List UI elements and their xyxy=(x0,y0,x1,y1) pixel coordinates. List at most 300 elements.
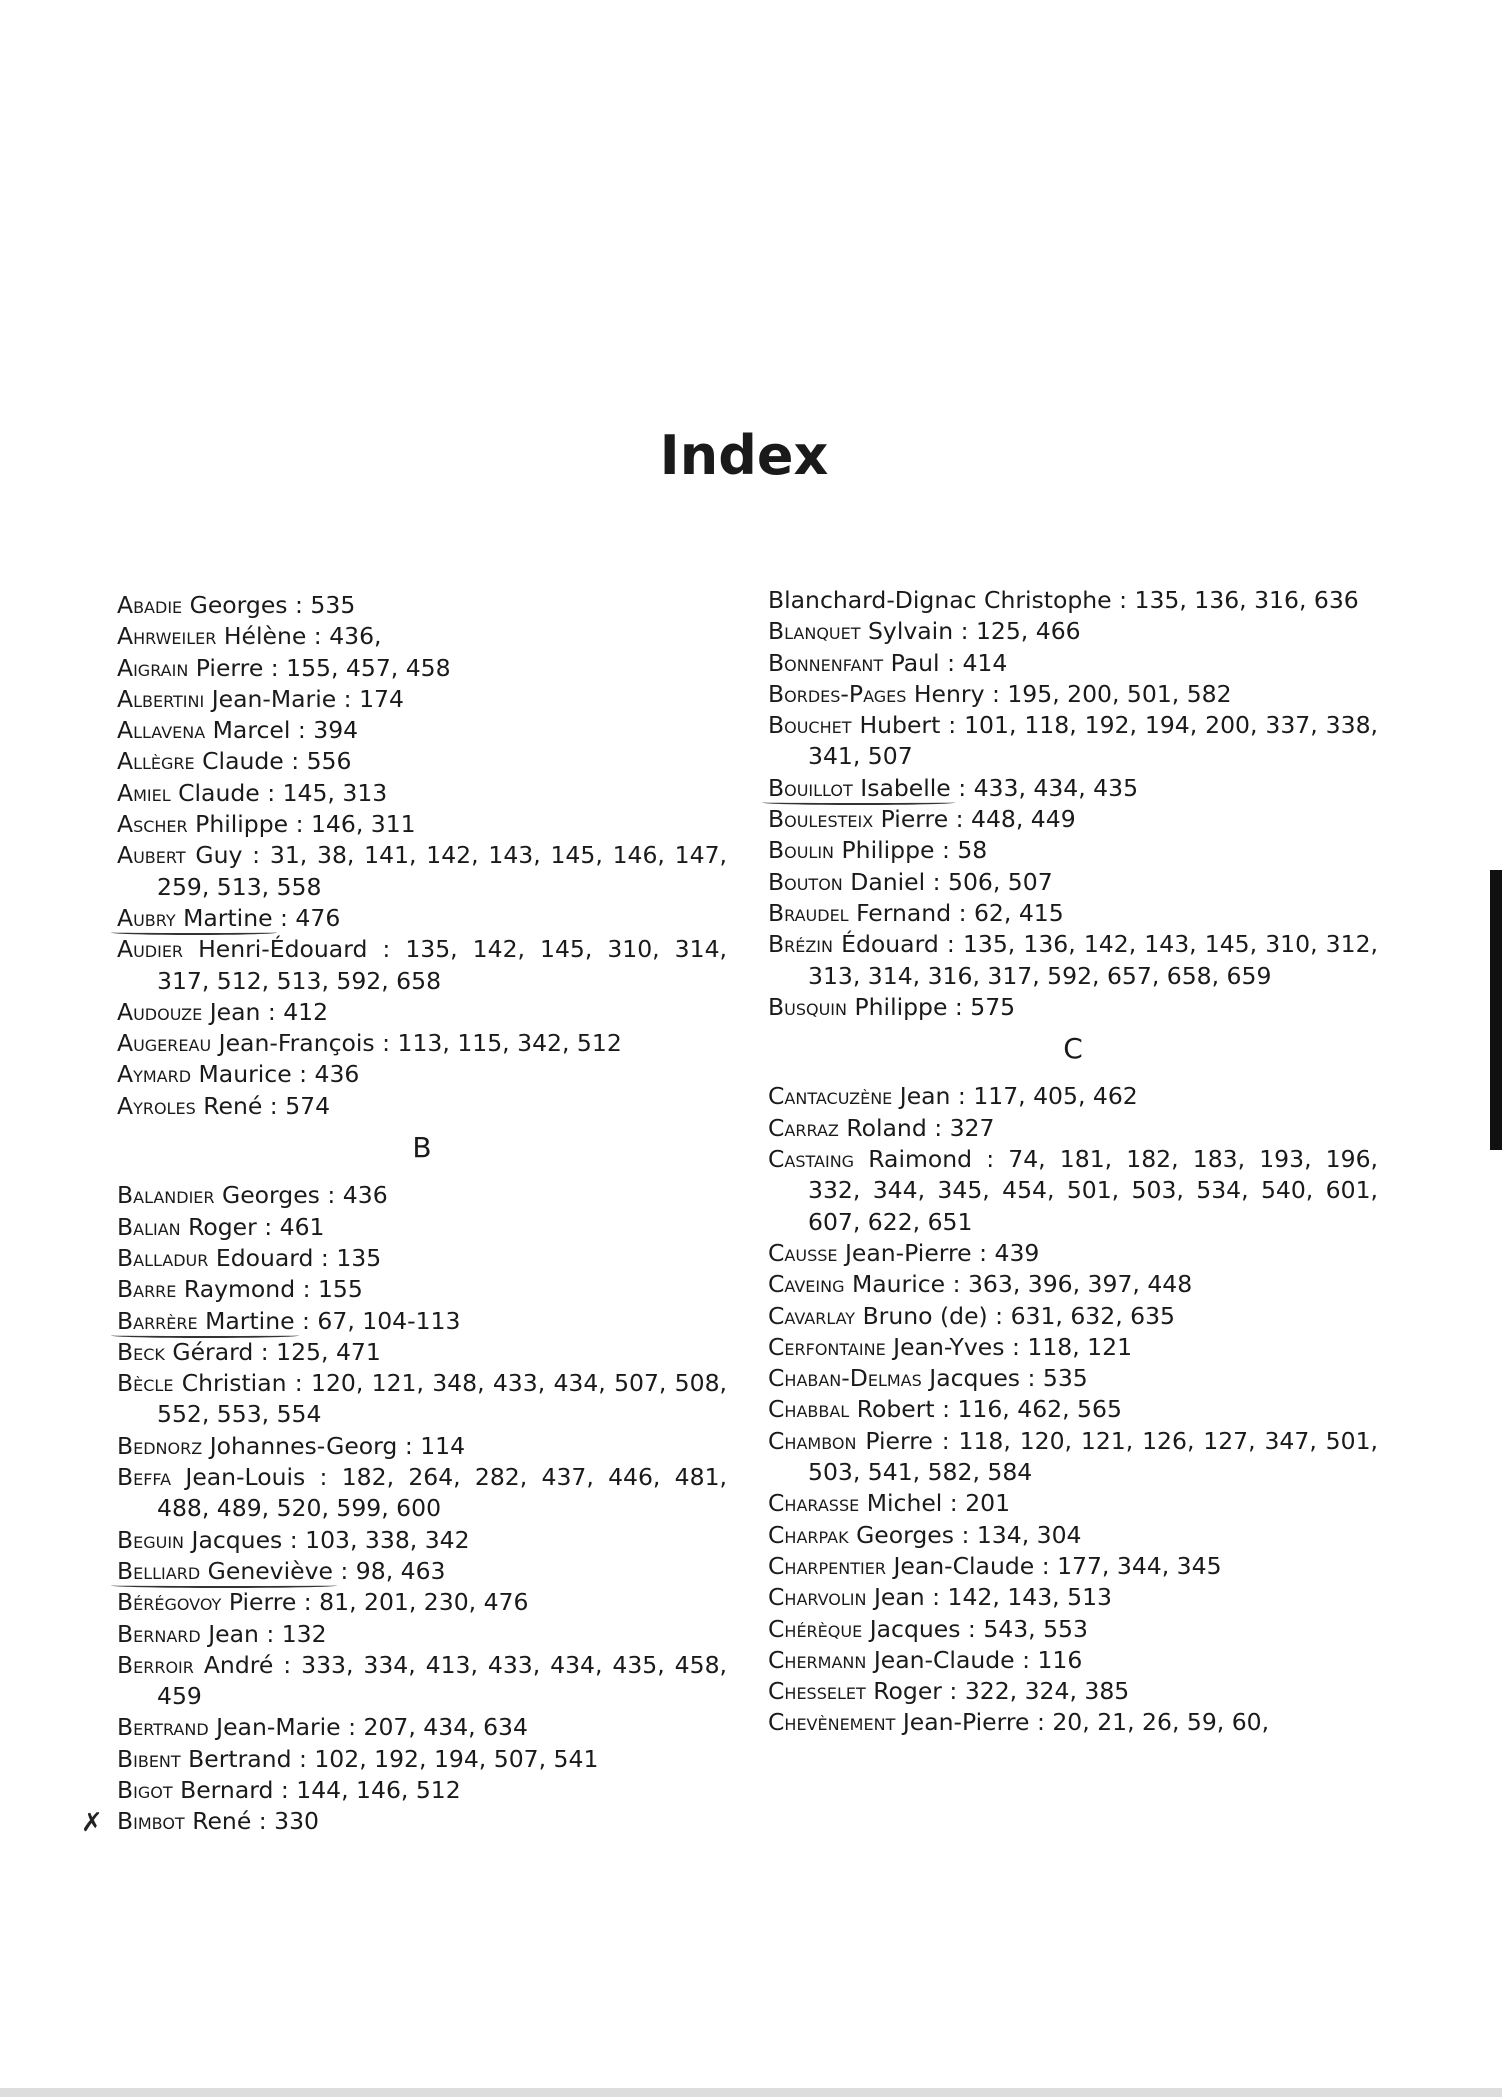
index-entry: Charvolin Jean : 142, 143, 513 xyxy=(768,1583,1112,1612)
entry-given-name: René xyxy=(203,1091,263,1120)
entry-given-name: Gérard xyxy=(172,1337,254,1366)
entry-given-name: Hélène xyxy=(223,622,307,651)
entry-pages: 363, 396, 397, 448 xyxy=(967,1270,1193,1299)
entry-surname: Blanquet xyxy=(768,617,861,646)
entry-given-name: Maurice xyxy=(851,1270,946,1299)
entry-given-name: Martine xyxy=(205,1306,295,1335)
index-entry: Causse Jean-Pierre : 439 xyxy=(768,1238,1040,1267)
entry-name xyxy=(117,841,242,869)
entry-surname: Brézin xyxy=(768,930,833,959)
index-entry: Caveing Maurice : 363, 396, 397, 448 xyxy=(768,1270,1193,1299)
entry-pages: 174 xyxy=(359,684,404,713)
entry-name xyxy=(117,904,273,932)
entry-name xyxy=(768,1333,1005,1361)
entry-name xyxy=(768,930,939,958)
entry-surname: Barrère xyxy=(117,1306,198,1335)
entry-pages: 575 xyxy=(970,992,1016,1021)
entry-given-name: Jean xyxy=(899,1082,951,1111)
entry-surname: Bérégovoy xyxy=(117,1588,222,1617)
index-entry: Charasse Michel : 201 xyxy=(768,1489,1011,1518)
entry-pages: 436, xyxy=(329,622,382,651)
entry-surname: Balandier xyxy=(117,1181,215,1210)
entry-pages: 146, 311 xyxy=(310,810,416,839)
entry-pages: 436 xyxy=(314,1060,360,1089)
entry-surname: Ayroles xyxy=(117,1091,196,1120)
entry-surname: Ascher xyxy=(117,810,188,839)
index-entry: Balandier Georges : 436 xyxy=(117,1181,388,1210)
entry-given-name: Roland xyxy=(846,1113,927,1142)
entry-given-name: Roger xyxy=(188,1212,257,1241)
entry-given-name: Philippe xyxy=(841,836,935,865)
entry-name xyxy=(117,1588,296,1616)
entry-given-name: Pierre xyxy=(865,1426,933,1455)
entry-name xyxy=(117,1745,292,1773)
entry-name xyxy=(768,868,925,896)
entry-given-name: Raymond xyxy=(183,1275,296,1304)
entry-surname: Cerfontaine xyxy=(768,1332,886,1361)
entry-given-name: Pierre xyxy=(880,805,949,834)
entry-name xyxy=(768,836,934,864)
entry-name xyxy=(117,1029,375,1057)
entry-pages: 135, 136, 316, 636 xyxy=(1134,586,1359,614)
index-entry: Cavarlay Bruno (de) : 631, 632, 635 xyxy=(768,1301,1176,1330)
entry-name xyxy=(768,1583,925,1611)
entry-surname: Chabbal xyxy=(768,1395,850,1424)
entry-given-name: Martine xyxy=(183,903,273,932)
entry-pages: 62, 415 xyxy=(973,898,1064,927)
index-entry: Albertini Jean-Marie : 174 xyxy=(117,684,404,713)
entry-name xyxy=(768,649,940,677)
entry-given-name: Jean-Yves xyxy=(893,1332,1005,1361)
entry-given-name: Hubert xyxy=(859,711,941,740)
entry-pages: 207, 434, 634 xyxy=(363,1713,528,1742)
index-entry: Bigot Bernard : 144, 146, 512 xyxy=(117,1775,461,1804)
entry-pages: 81, 201, 230, 476 xyxy=(319,1588,529,1617)
entry-pages: 461 xyxy=(279,1212,325,1241)
entry-surname: Aubert xyxy=(117,841,186,870)
index-entry: Audier Henri-Édouard : 135, 142, 145, 310, 314, 317, 512, 513, 592, 658 xyxy=(117,935,727,995)
entry-name xyxy=(117,1776,273,1804)
entry-surname: Charvolin xyxy=(768,1583,867,1612)
entry-pages: 476 xyxy=(295,903,341,932)
entry-name xyxy=(117,1807,251,1835)
entry-pages: 132 xyxy=(281,1619,327,1648)
entry-pages: 113, 115, 342, 512 xyxy=(397,1029,622,1058)
index-entry: Allègre Claude : 556 xyxy=(117,747,352,776)
entry-pages: 535 xyxy=(1042,1364,1088,1393)
entry-name xyxy=(768,899,951,927)
scan-edge-mark xyxy=(1490,870,1502,1150)
index-entry: Bècle Christian : 120, 121, 348, 433, 434, 507, 508, 552, 553, 554 xyxy=(117,1369,728,1429)
entry-name xyxy=(768,805,948,833)
entry-name xyxy=(117,998,260,1026)
entry-surname: Busquin xyxy=(768,992,847,1021)
entry-name xyxy=(117,779,260,807)
entry-surname: Cantacuzène xyxy=(768,1082,893,1111)
index-entry: Beck Gérard : 125, 471 xyxy=(117,1337,381,1366)
entry-pages: 67, 104-113 xyxy=(317,1306,461,1335)
entry-surname: Beck xyxy=(117,1337,165,1366)
entry-given-name: Jean-François xyxy=(218,1029,375,1058)
entry-pages: 506, 507 xyxy=(948,867,1053,896)
entry-surname: Bonnenfant xyxy=(768,648,884,677)
entry-surname: Caveing xyxy=(768,1270,845,1299)
index-entry: Aubry Martine : 476 xyxy=(117,903,341,932)
entry-name xyxy=(768,1364,1020,1392)
entry-pages: 101, 118, 192, 194, 200, 337, 338, 341, 507 xyxy=(808,711,1378,771)
entry-surname: Allavena xyxy=(117,716,206,745)
entry-surname: Bouillot xyxy=(768,773,853,802)
entry-surname: Castaing xyxy=(768,1145,855,1174)
index-entry: Bibent Bertrand : 102, 192, 194, 507, 541 xyxy=(117,1744,599,1773)
entry-name xyxy=(117,1620,259,1648)
entry-given-name: Georges xyxy=(189,591,288,619)
index-entry: Ahrweiler Hélène : 436, xyxy=(117,622,382,651)
index-entry: Carraz Roland : 327 xyxy=(768,1113,995,1142)
entry-pages: 535 xyxy=(310,591,356,619)
entry-given-name: Claude xyxy=(202,747,284,776)
entry-surname: Augereau xyxy=(117,1029,212,1058)
index-entry: Ascher Philippe : 146, 311 xyxy=(117,810,416,839)
entry-pages: 142, 143, 513 xyxy=(947,1583,1112,1612)
entry-surname: Bednorz xyxy=(117,1431,203,1460)
entry-surname: Charasse xyxy=(768,1489,860,1518)
entry-given-name: Jean-Louis xyxy=(185,1463,306,1492)
entry-name xyxy=(117,935,367,963)
index-entry: Barre Raymond : 155 xyxy=(117,1275,363,1304)
entry-given-name: Jacques xyxy=(191,1525,283,1554)
entry-name xyxy=(117,716,290,744)
entry-surname: Barre xyxy=(117,1275,177,1304)
entry-given-name: Michel xyxy=(866,1489,943,1518)
entry-surname: Audouze xyxy=(117,997,203,1026)
entry-name xyxy=(117,810,288,838)
index-entry: Boulesteix Pierre : 448, 449 xyxy=(768,805,1076,834)
entry-given-name: Bruno (de) xyxy=(862,1301,988,1330)
entry-name xyxy=(768,1521,954,1549)
entry-name xyxy=(117,591,288,619)
entry-name xyxy=(117,1557,333,1585)
index-entry: Bertrand Jean-Marie : 207, 434, 634 xyxy=(117,1713,528,1742)
entry-given-name: Jean-Marie xyxy=(211,684,337,713)
entry-given-name: Georges xyxy=(856,1520,954,1549)
entry-pages: 116 xyxy=(1037,1645,1083,1674)
entry-surname: Aubry xyxy=(117,903,176,932)
entry-pages: 145, 313 xyxy=(282,778,388,807)
entry-name xyxy=(768,1302,988,1330)
index-entry: Boulin Philippe : 58 xyxy=(768,836,988,865)
entry-given-name: Pierre xyxy=(228,1588,297,1617)
entry-name xyxy=(768,1239,972,1267)
page-title: Index xyxy=(659,424,829,488)
entry-name xyxy=(768,1615,960,1643)
entry-surname: Boulesteix xyxy=(768,805,874,834)
entry-name xyxy=(117,1060,292,1088)
entry-surname: Cavarlay xyxy=(768,1301,856,1330)
entry-pages: 327 xyxy=(949,1113,995,1142)
entry-given-name: Sylvain xyxy=(868,617,954,646)
entry-surname: Amiel xyxy=(117,778,171,807)
entry-name xyxy=(768,1677,942,1705)
entry-surname: Bertrand xyxy=(117,1713,209,1742)
entry-name xyxy=(768,1646,1015,1674)
entry-surname: Bibent xyxy=(117,1744,181,1773)
index-entry: Belliard Geneviève : 98, 463 xyxy=(117,1556,446,1585)
entry-surname: Aigrain xyxy=(117,653,189,682)
index-entry: Cantacuzène Jean : 117, 405, 462 xyxy=(768,1082,1138,1111)
index-entry: Augereau Jean-François : 113, 115, 342, 512 xyxy=(117,1029,622,1058)
entry-pages: 135, 142, 145, 310, 314, 317, 512, 513, 592, 658 xyxy=(157,935,727,995)
index-entry: Abadie Georges : 535 xyxy=(117,591,356,619)
entry-pages: 333, 334, 413, 433, 434, 435, 458, 459 xyxy=(157,1650,727,1711)
entry-surname: Beffa xyxy=(117,1463,172,1492)
entry-surname: Chevènement xyxy=(768,1708,896,1737)
entry-pages: 195, 200, 501, 582 xyxy=(1007,679,1232,708)
entry-pages: 103, 338, 342 xyxy=(305,1525,470,1554)
entry-name xyxy=(768,1427,933,1455)
entry-pages: 125, 466 xyxy=(975,617,1081,646)
index-entry: Beguin Jacques : 103, 338, 342 xyxy=(117,1525,470,1554)
index-entry: Bednorz Johannes-Georg : 114 xyxy=(117,1431,466,1460)
entry-given-name: Claude xyxy=(178,778,260,807)
index-entry: Bouchet Hubert : 101, 118, 192, 194, 200, 337, 338, 341, 507 xyxy=(768,711,1378,771)
entry-pages: 118, 121 xyxy=(1027,1332,1133,1361)
entry-given-name: Jean-Marie xyxy=(216,1713,341,1742)
index-entry: Allavena Marcel : 394 xyxy=(117,716,359,745)
section-letter: C xyxy=(1063,1032,1083,1066)
entry-name xyxy=(768,1270,945,1298)
index-entry: Bernard Jean : 132 xyxy=(117,1619,327,1648)
entry-surname: Bimbot xyxy=(117,1807,185,1836)
entry-given-name: Jean xyxy=(208,1619,259,1648)
entry-given-name: Paul xyxy=(890,648,940,677)
entry-surname: Braudel xyxy=(768,898,849,927)
entry-pages: 412 xyxy=(283,997,329,1026)
entry-name xyxy=(117,622,306,650)
entry-name xyxy=(117,1244,313,1272)
entry-pages: 144, 146, 512 xyxy=(296,1775,461,1804)
index-entry: Barrère Martine : 67, 104-113 xyxy=(117,1306,461,1335)
entry-surname: Charpak xyxy=(768,1520,849,1549)
index-entry: Castaing Raimond : 74, 181, 182, 183, 193, 196, 332, 344, 345, 454, 501, 503, 534, 540, 601, 607, 622, 651 xyxy=(768,1145,1379,1236)
entry-given-name: René xyxy=(192,1807,252,1836)
entry-given-name: Henry xyxy=(913,679,985,708)
entry-pages: 155 xyxy=(317,1275,363,1304)
entry-given-name: Édouard xyxy=(841,930,939,959)
index-entry: Aubert Guy : 31, 38, 141, 142, 143, 145, 146, 147, 259, 513, 558 xyxy=(117,841,727,901)
index-entry: Bonnenfant Paul : 414 xyxy=(768,648,1008,677)
index-entry: Audouze Jean : 412 xyxy=(117,997,329,1026)
index-entry: Chesselet Roger : 322, 324, 385 xyxy=(768,1677,1130,1706)
index-entry: Aigrain Pierre : 155, 457, 458 xyxy=(117,653,451,682)
index-entry: Chermann Jean-Claude : 116 xyxy=(768,1645,1083,1674)
entry-name xyxy=(768,1489,942,1517)
entry-name xyxy=(768,774,951,802)
entry-surname: Albertini xyxy=(117,684,205,713)
entry-given-name: Jean xyxy=(209,997,261,1026)
entry-surname: Beguin xyxy=(117,1525,185,1554)
entry-surname: Balladur xyxy=(117,1243,209,1272)
entry-given-name: Daniel xyxy=(850,867,926,896)
index-entry: Charpentier Jean-Claude : 177, 344, 345 xyxy=(768,1551,1222,1580)
entry-surname: Allègre xyxy=(117,747,195,776)
index-entry: Blanquet Sylvain : 125, 466 xyxy=(768,617,1081,646)
entry-name xyxy=(768,1552,1034,1580)
entry-name xyxy=(117,1651,273,1679)
entry-surname: Bouton xyxy=(768,867,843,896)
entry-surname: Belliard xyxy=(117,1556,201,1585)
entry-surname: Chesselet xyxy=(768,1677,866,1706)
index-entry: Chaban-Delmas Jacques : 535 xyxy=(768,1364,1088,1393)
entry-name xyxy=(768,586,1112,614)
entry-name xyxy=(117,1432,397,1460)
index-entry: Charpak Georges : 134, 304 xyxy=(768,1520,1082,1549)
index-entry: Bouton Daniel : 506, 507 xyxy=(768,867,1053,896)
entry-pages: 182, 264, 282, 437, 446, 481, 488, 489, 520, 599, 600 xyxy=(157,1463,727,1523)
entry-surname: Charpentier xyxy=(768,1551,886,1580)
handwritten-x-mark: ✗ xyxy=(81,1808,103,1839)
index-entry: Chabbal Robert : 116, 462, 565 xyxy=(768,1395,1122,1424)
entry-surname: Balian xyxy=(117,1212,181,1241)
entry-surname: Bouchet xyxy=(768,711,852,740)
entry-name xyxy=(768,1114,927,1142)
entry-pages: 414 xyxy=(962,648,1008,677)
section-letter: B xyxy=(412,1131,432,1165)
entry-given-name: Marcel xyxy=(212,716,291,745)
index-entry: Busquin Philippe : 575 xyxy=(768,992,1016,1021)
entry-given-name: Bernard xyxy=(180,1775,274,1804)
index-entry: ✗ Bimbot René : 330 xyxy=(81,1807,320,1839)
entry-surname: Bècle xyxy=(117,1369,174,1398)
entry-given-name: Edouard xyxy=(215,1243,314,1272)
index-entry: Braudel Fernand : 62, 415 xyxy=(768,898,1064,927)
entry-name xyxy=(117,1213,257,1241)
scan-bottom-edge xyxy=(0,2088,1502,2097)
entry-pages: 322, 324, 385 xyxy=(964,1677,1130,1706)
entry-pages: 135, 136, 142, 143, 145, 310, 312, 313, 314, 316, 317, 592, 657, 658, 659 xyxy=(808,930,1378,990)
entry-given-name: Jean-Claude xyxy=(893,1551,1035,1580)
entry-pages: 177, 344, 345 xyxy=(1057,1551,1222,1580)
entry-pages: 436 xyxy=(342,1181,388,1210)
entry-pages: 556 xyxy=(306,747,352,776)
entry-name xyxy=(117,1307,295,1335)
entry-pages: 118, 120, 121, 126, 127, 347, 501, 503, 541, 582, 584 xyxy=(808,1426,1378,1487)
index-entry: Chevènement Jean-Pierre : 20, 21, 26, 59, 60, xyxy=(768,1708,1270,1737)
entry-surname: Audier xyxy=(117,935,184,964)
entry-name xyxy=(117,1463,305,1491)
entry-given-name: Jacques xyxy=(929,1364,1021,1393)
entry-pages: 98, 463 xyxy=(355,1556,446,1585)
entry-given-name: Henri-Édouard xyxy=(198,935,368,964)
entry-pages: 74, 181, 182, 183, 193, 196, 332, 344, 345, 454, 501, 503, 534, 540, 601, 607, 622, 651 xyxy=(808,1145,1379,1236)
entry-pages: 439 xyxy=(994,1238,1040,1267)
entry-given-name: Maurice xyxy=(198,1060,292,1089)
entry-given-name: Pierre xyxy=(195,653,264,682)
index-entry: Brézin Édouard : 135, 136, 142, 143, 145, 310, 312, 313, 314, 316, 317, 592, 657, 658, 659 xyxy=(768,930,1378,990)
entry-surname: Bordes-Pages xyxy=(768,679,907,708)
entry-given-name: Guy xyxy=(195,841,243,870)
entry-name xyxy=(768,617,953,645)
entry-given-name: Georges xyxy=(222,1181,320,1210)
entry-pages: 20, 21, 26, 59, 60, xyxy=(1052,1708,1270,1737)
entry-given-name: Jean-Pierre xyxy=(844,1238,972,1267)
entry-surname: Boulin xyxy=(768,836,835,865)
entry-surname: Carraz xyxy=(768,1113,839,1142)
index-entry: Beffa Jean-Louis : 182, 264, 282, 437, 446, 481, 488, 489, 520, 599, 600 xyxy=(117,1463,727,1523)
entry-surname: Ahrweiler xyxy=(117,622,217,651)
entry-pages: 394 xyxy=(313,716,359,745)
entry-pages: 574 xyxy=(285,1091,331,1120)
entry-surname: Chambon xyxy=(768,1426,857,1455)
entry-pages: 58 xyxy=(957,836,988,865)
entry-pages: 631, 632, 635 xyxy=(1010,1301,1176,1330)
entry-pages: 201 xyxy=(965,1489,1011,1518)
entry-pages: 330 xyxy=(274,1807,320,1836)
entry-pages: 135 xyxy=(336,1243,382,1272)
index-entry: Bordes-Pages Henry : 195, 200, 501, 582 xyxy=(768,679,1232,708)
entry-name xyxy=(117,1713,341,1741)
entry-surname: Bigot xyxy=(117,1775,173,1804)
entry-name xyxy=(768,1082,950,1110)
entry-surname: Abadie xyxy=(117,591,183,619)
entry-given-name: Johannes-Georg xyxy=(209,1431,398,1460)
entry-given-name: Christian xyxy=(181,1369,287,1398)
entry-surname: Blanchard-Dignac xyxy=(768,586,977,614)
entry-given-name: Jean-Claude xyxy=(873,1645,1015,1674)
index-entry: Cerfontaine Jean-Yves : 118, 121 xyxy=(768,1332,1133,1361)
entry-pages: 543, 553 xyxy=(983,1614,1088,1643)
entry-surname: Chérèque xyxy=(768,1614,863,1643)
index-entry: Blanchard-Dignac Christophe : 135, 136, 316, 636 xyxy=(768,586,1359,614)
index-entry: Chambon Pierre : 118, 120, 121, 126, 127, 347, 501, 503, 541, 582, 584 xyxy=(768,1426,1378,1487)
entry-given-name: Fernand xyxy=(856,898,952,927)
entry-surname: Causse xyxy=(768,1238,838,1267)
entry-pages: 433, 434, 435 xyxy=(973,773,1139,802)
entry-given-name: Jacques xyxy=(869,1614,961,1643)
entry-name xyxy=(117,1338,253,1366)
entry-given-name: Geneviève xyxy=(207,1556,333,1585)
index-entry: Chérèque Jacques : 543, 553 xyxy=(768,1614,1088,1643)
entry-name xyxy=(117,1275,295,1303)
entry-name xyxy=(768,680,984,708)
entry-given-name: André xyxy=(203,1650,274,1679)
index-entry: Balladur Edouard : 135 xyxy=(117,1243,382,1272)
index-entry: Berroir André : 333, 334, 413, 433, 434, 435, 458, 459 xyxy=(117,1650,727,1711)
entry-pages: 134, 304 xyxy=(976,1520,1082,1549)
index-entry: Balian Roger : 461 xyxy=(117,1212,325,1241)
entry-name xyxy=(117,1526,282,1554)
entry-given-name: Jean-Pierre xyxy=(902,1708,1030,1737)
entry-name xyxy=(117,654,263,682)
entry-given-name: Christophe xyxy=(984,586,1112,614)
entry-name xyxy=(768,1145,972,1173)
entry-given-name: Robert xyxy=(856,1395,935,1424)
entry-pages: 31, 38, 141, 142, 143, 145, 146, 147, 259, 513, 558 xyxy=(157,841,727,901)
entry-name xyxy=(117,747,284,775)
entry-surname: Berroir xyxy=(117,1650,194,1679)
entry-given-name: Philippe xyxy=(195,810,289,839)
entry-pages: 120, 121, 348, 433, 434, 507, 508, 552, 553, 554 xyxy=(157,1369,728,1429)
entry-pages: 102, 192, 194, 507, 541 xyxy=(314,1744,599,1773)
index-entry: Amiel Claude : 145, 313 xyxy=(117,778,388,807)
entry-given-name: Jean xyxy=(873,1583,925,1612)
entry-name xyxy=(768,711,940,739)
entry-given-name: Philippe xyxy=(854,992,948,1021)
entry-pages: 155, 457, 458 xyxy=(286,653,451,682)
entry-name xyxy=(117,1181,320,1209)
index-column-left xyxy=(81,590,728,1839)
entry-surname: Chermann xyxy=(768,1645,867,1674)
